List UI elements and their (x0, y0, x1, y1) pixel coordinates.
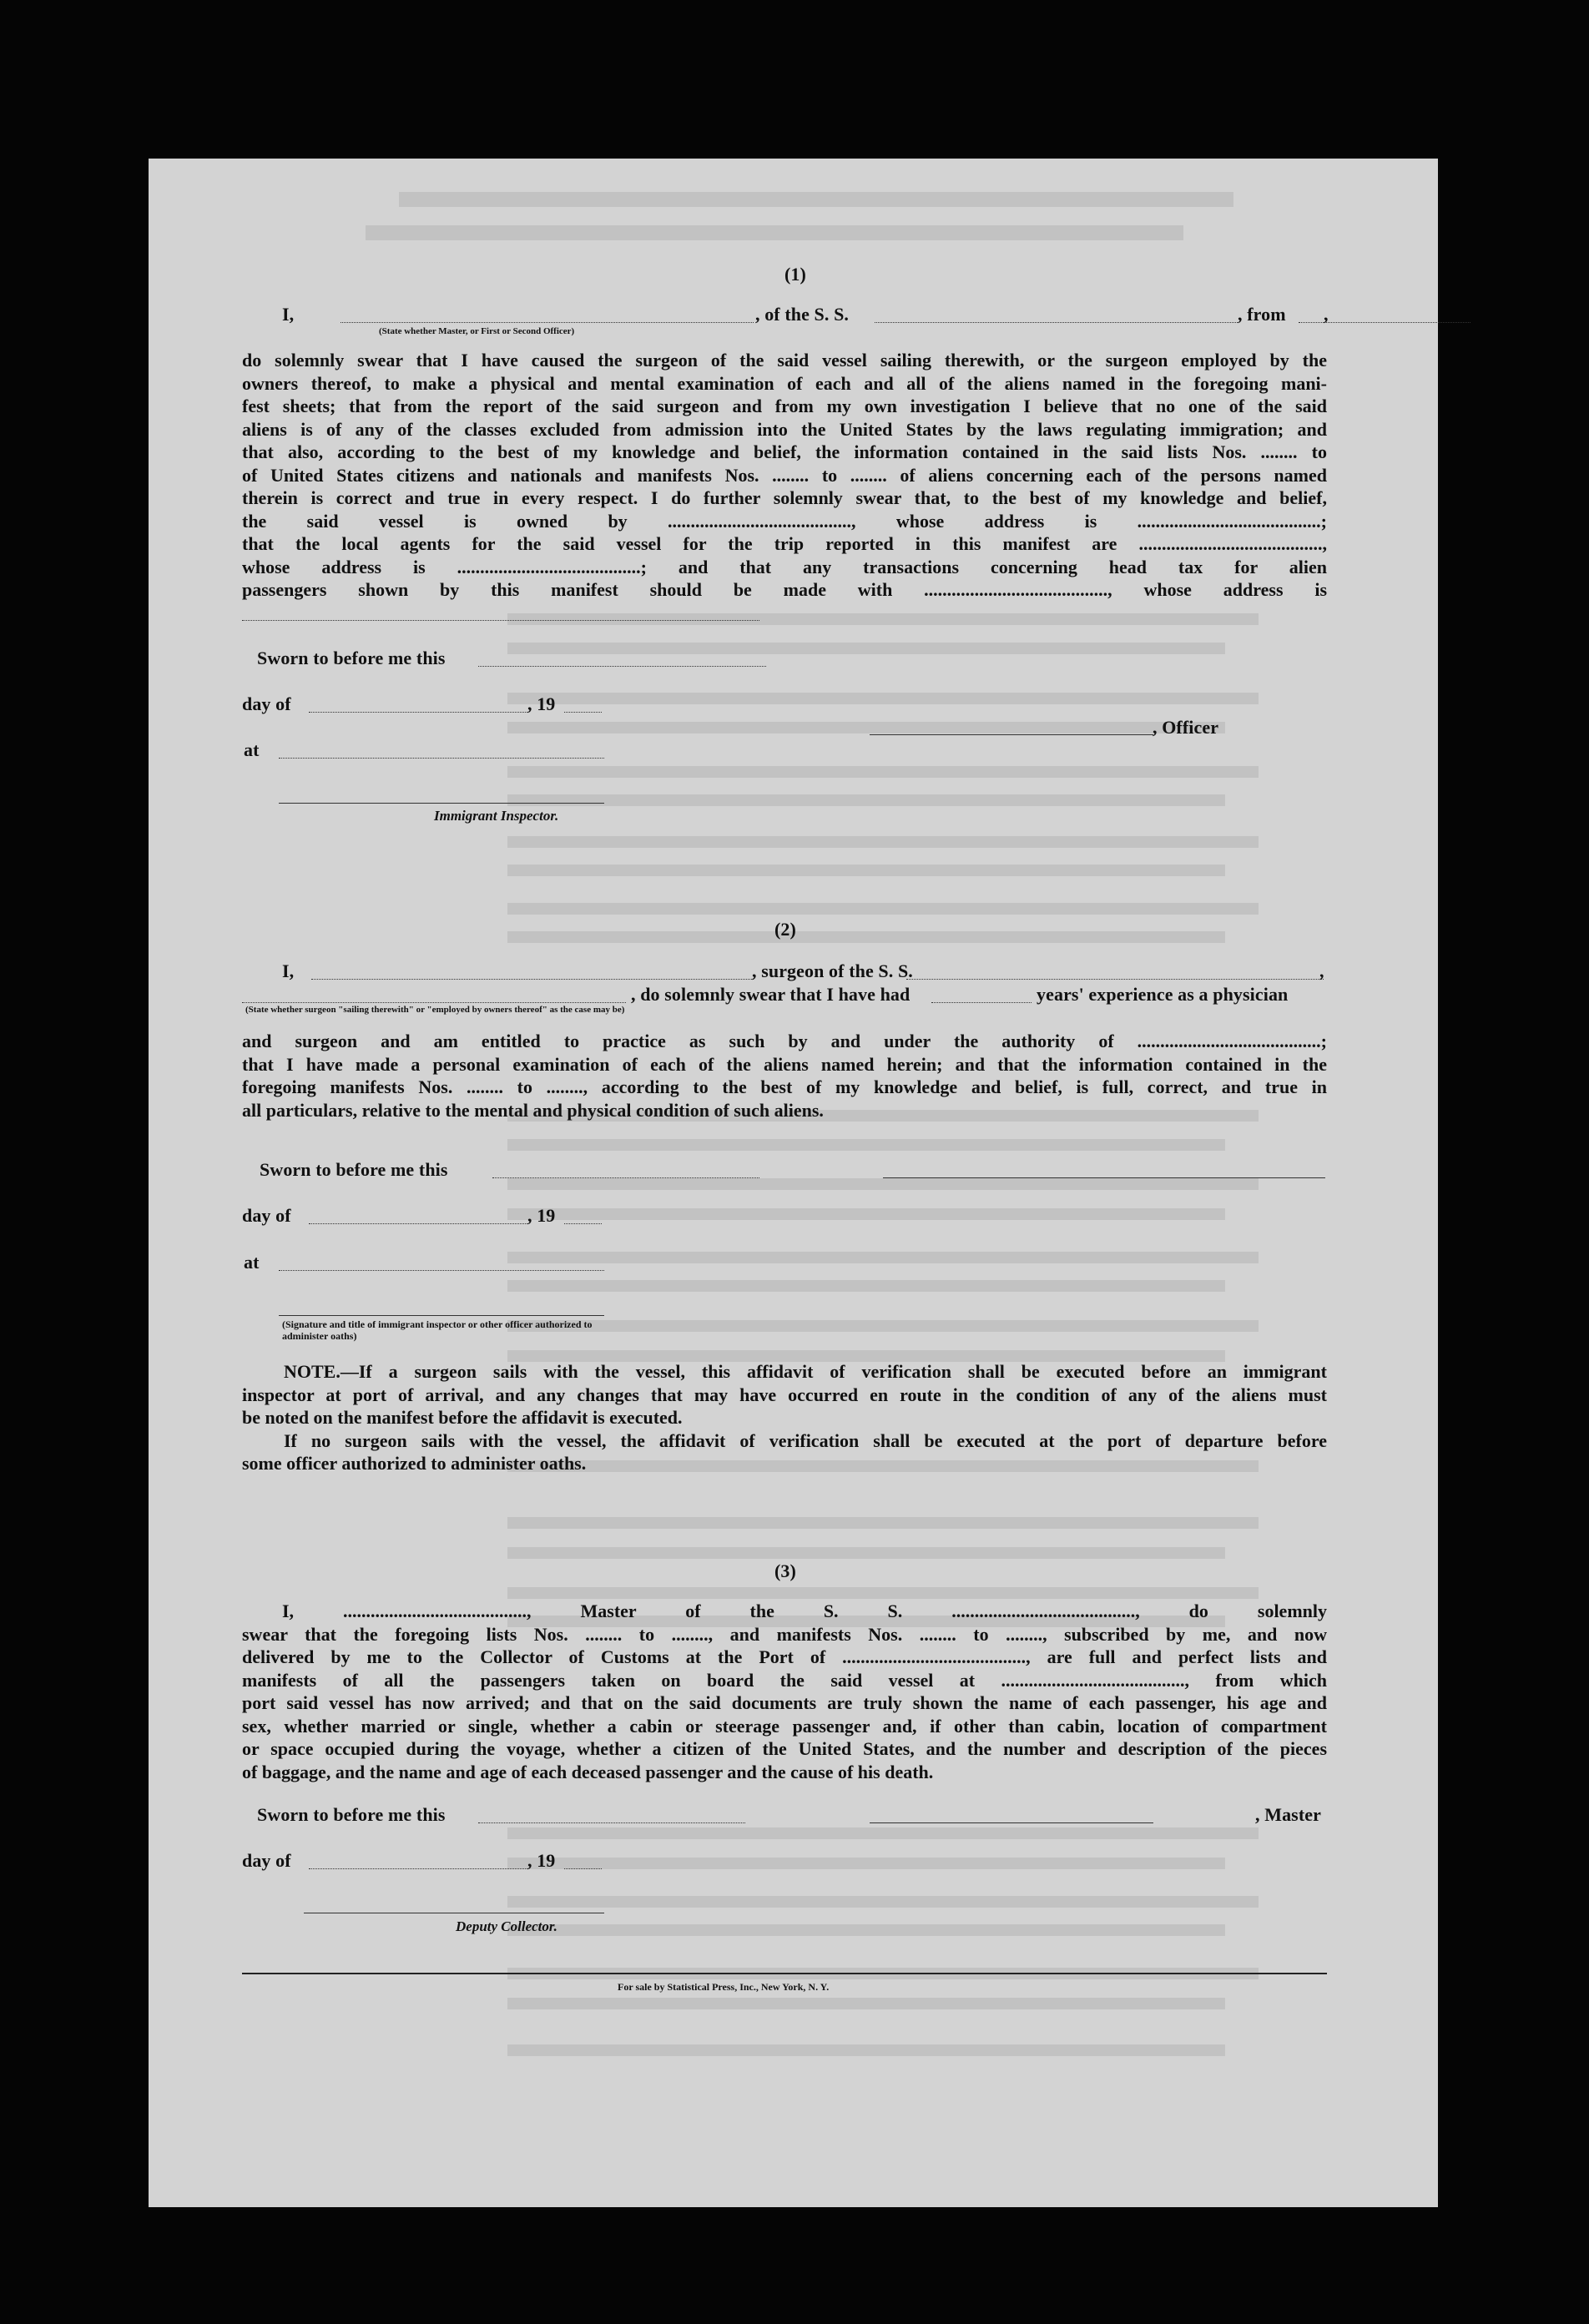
section-3-number: (3) (774, 1560, 796, 1581)
master-signature-line[interactable] (870, 1822, 1153, 1823)
section-3-body (242, 1600, 1327, 1783)
section-3-row: port said vessel has now arrived; and that on the said documents are truly shown the name of each passenger, his age and (242, 1692, 1327, 1713)
section-3-row: manifests of all the passengers taken on board the said vessel at ........................................, from which (242, 1669, 1327, 1691)
sworn-label-3: Sworn to before me this (257, 1804, 446, 1825)
deputy-collector-label: Deputy Collector. (456, 1918, 557, 1934)
signature-title-caption (282, 1318, 599, 1342)
manifest-form-page (149, 159, 1438, 2207)
section-1-row: that the local agents for the said vessel for the trip reported in this manifest are ........................................, (242, 533, 1327, 554)
inspector-signature-line-2[interactable] (279, 1315, 604, 1316)
sworn-date-field-1[interactable] (478, 666, 766, 667)
surgeon-signature-line[interactable] (883, 1177, 1325, 1178)
day-field-2[interactable] (309, 1223, 527, 1224)
day-field-3[interactable] (309, 1868, 527, 1869)
section-1-row: fest sheets; that from the report of the said surgeon and from my own investigation I believe that no one of the said (242, 396, 1327, 416)
section-1-body (242, 349, 1327, 602)
of-ss-label: , of the S. S. (755, 304, 850, 325)
section-1-row: therein is correct and true in every respect. I do further solemnly swear that, to the best of my knowledge and belief, (242, 487, 1327, 508)
footer-rule (242, 1973, 1327, 1974)
officer-label: , Officer (1153, 717, 1219, 738)
section-1-line-i: I, (282, 304, 295, 325)
note-row: If no surgeon sails with the vessel, the affidavit of verification shall be executed at the port of departure before (284, 1429, 1327, 1451)
section-2-number: (2) (774, 919, 796, 940)
section-3-row: of baggage, and the name and age of each deceased passenger and the cause of his death. (242, 1761, 934, 1782)
surgeon-type-field[interactable] (242, 1002, 626, 1003)
section-2-line-i: I, (282, 960, 295, 981)
section-3-row: swear that the foregoing lists Nos. ........ to ........, and manifests Nos. ........ to ........, subscribed by me, and now (242, 1623, 1327, 1645)
end-comma-2: , (1319, 960, 1324, 981)
at-field-2[interactable] (279, 1270, 604, 1271)
at-field-1[interactable] (279, 758, 604, 759)
note-row: some officer authorized to administer oaths. (242, 1453, 587, 1474)
sworn-date-field-3[interactable] (478, 1822, 745, 1823)
section-2-body (242, 1030, 1327, 1122)
vessel-name-field[interactable] (875, 322, 1238, 323)
day-of-label-1: day of (242, 693, 291, 714)
at-label-1: at (244, 739, 260, 760)
section-1-row: of United States citizens and nationals and manifests Nos. ........ to ........ of aliens concerning each of the persons named (242, 464, 1327, 486)
day-of-label-3: day of (242, 1850, 291, 1871)
section-1-row: the said vessel is owned by ........................................, whose address is ........................................; (242, 510, 1327, 532)
year-label-2: , 19 (527, 1205, 556, 1226)
surgeon-of-label: , surgeon of the S. S. (752, 960, 913, 981)
section-3-row: sex, whether married or single, whether a cabin or steerage passenger and, if other than cabin, location of compartment (242, 1715, 1327, 1737)
section-1-row: do solemnly swear that I have caused the surgeon of the said vessel sailing therewith, or the surgeon employed by the (242, 350, 1327, 371)
sworn-label-2: Sworn to before me this (260, 1159, 448, 1180)
section-3-row: or space occupied during the voyage, whether a citizen of the United States, and the number and description of the pieces (242, 1738, 1327, 1759)
note-row: inspector at port of arrival, and any changes that may have occurred en route in the condition of any of the aliens must (242, 1384, 1327, 1405)
year-label-1: , 19 (527, 693, 556, 714)
years-label: years' experience as a physician (1037, 984, 1289, 1005)
surgeon-type-caption: (State whether surgeon "sailing therewith" or "employed by owners thereof" as the case may be) (245, 1005, 625, 1015)
officer-signature-line[interactable] (870, 734, 1153, 735)
signature-title-caption-text: (Signature and title of immigrant inspector or other officer authorized to administer oaths) (282, 1318, 593, 1342)
master-label: , Master (1255, 1804, 1321, 1825)
section-1-row: owners thereof, to make a physical and mental examination of each and all of the aliens named in the foregoing mani- (242, 372, 1327, 394)
rank-caption: (State whether Master, or First or Second Officer) (379, 326, 575, 336)
from-label: , from (1238, 304, 1286, 325)
section-3-row: I, ........................................, Master of the S. S. ........................................, do solemnly (282, 1601, 1327, 1621)
section-1-row: aliens is of any of the classes excluded from admission into the United States by the laws regulating immigration; and (242, 418, 1327, 440)
section-2-row: all particulars, relative to the mental and physical condition of such aliens. (242, 1099, 824, 1121)
rank-field[interactable] (340, 322, 754, 323)
sworn-date-field-2[interactable] (492, 1177, 759, 1178)
section-2-row: and surgeon and am entitled to practice as such by and under the authority of ........................................; (242, 1031, 1327, 1051)
note-block (242, 1360, 1327, 1475)
year-field-1[interactable] (564, 712, 602, 713)
year-label-3: , 19 (527, 1850, 556, 1871)
immigrant-inspector-label: Immigrant Inspector. (434, 808, 559, 824)
section-1-number: (1) (784, 264, 806, 285)
printer-credit: For sale by Statistical Press, Inc., New York, N. Y. (618, 1981, 830, 1993)
address-continuation-field[interactable] (242, 620, 759, 621)
surgeon-vessel-field[interactable] (906, 979, 1324, 980)
note-row: NOTE.—If a surgeon sails with the vessel, this affidavit of verification shall be executed before an immigrant (284, 1361, 1327, 1382)
year-field-3[interactable] (564, 1868, 602, 1869)
end-comma: , (1324, 304, 1329, 325)
surgeon-name-field[interactable] (311, 979, 754, 980)
swear-label: , do solemnly swear that I have had (631, 984, 911, 1005)
section-1-row: whose address is ........................................; and that any transactions concerning head tax for alien (242, 556, 1327, 577)
year-field-2[interactable] (564, 1223, 602, 1224)
years-field[interactable] (931, 1002, 1032, 1003)
note-row: be noted on the manifest before the affidavit is executed. (242, 1407, 683, 1428)
inspector-signature-line-1[interactable] (279, 803, 604, 804)
section-2-row: foregoing manifests Nos. ........ to ........, according to the best of my knowledge and belief, is full, correct, and true in (242, 1076, 1327, 1097)
day-field-1[interactable] (309, 712, 527, 713)
section-1-row: passengers shown by this manifest should be made with ........................................, whose address is (242, 579, 1327, 600)
section-1-row: that also, according to the best of my knowledge and belief, the information contained in the said lists Nos. ........ to (242, 441, 1327, 462)
at-label-2: at (244, 1252, 260, 1273)
section-3-row: delivered by me to the Collector of Customs at the Port of ........................................, are full and perfect lists and (242, 1646, 1327, 1667)
day-of-label-2: day of (242, 1205, 291, 1226)
section-2-row: that I have made a personal examination of each of the aliens named herein; and that the information contained in the (242, 1053, 1327, 1075)
sworn-label-1: Sworn to before me this (257, 648, 446, 668)
